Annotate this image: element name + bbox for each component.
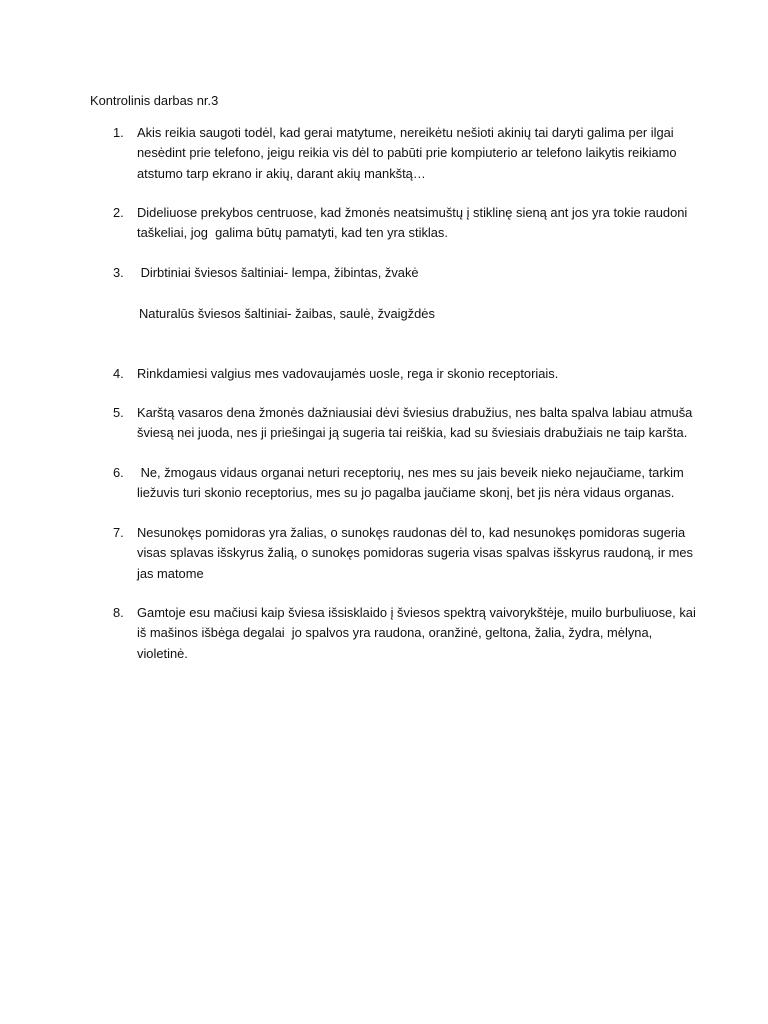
item-text: [137, 123, 677, 184]
item-text-line: jas matome: [137, 565, 204, 581]
item-number: 2.: [113, 205, 124, 220]
item-text-line: Dirbtiniai šviesos šaltiniai- lempa, žibintas, žvakė: [137, 265, 419, 280]
item-text-line: nesėdint prie telefono, jeigu reikia vis dėl to pabūti prie kompiuterio ar telefono laikytis reikiamo: [137, 145, 677, 161]
item-text-line: taškeliai, jog galima būtų pamatyti, kad ten yra stiklas.: [137, 225, 448, 241]
item-text-line: Gamtoje esu mačiusi kaip šviesa išsisklaido į šviesos spektrą vaivorykštėje, muilo burbuliuose, kai: [137, 605, 696, 620]
item-number: 6.: [113, 465, 124, 480]
item-number: 8.: [113, 605, 124, 620]
item-text-line: Dideliuose prekybos centruose, kad žmonės neatsimuštų į stiklinę sieną ant jos yra tokie raudoni: [137, 205, 688, 220]
item-text: [137, 203, 687, 244]
item-text-line: Akis reikia saugoti todėl, kad gerai matytume, nereikėtu nešioti akinių tai daryti galima per ilgai: [137, 125, 674, 140]
item-text: [137, 403, 692, 444]
item-number: 1.: [113, 125, 124, 140]
item-text: [137, 263, 419, 283]
item-text: [137, 364, 558, 384]
document-title: Kontrolinis darbas nr.3: [90, 93, 219, 108]
item-text-line: violetinė.: [137, 645, 188, 661]
item-text-line: Nesunokęs pomidoras yra žalias, o sunokęs raudonas dėl to, kad nesunokęs pomidoras sugeria: [137, 525, 686, 540]
item-text: [137, 603, 696, 664]
item-number: 4.: [113, 366, 124, 381]
item-text-line: Ne, žmogaus vidaus organai neturi receptorių, nes mes su jais beveik nieko nejaučiame, tarkim: [137, 465, 684, 480]
item-text-line: atstumo tarp ekrano ir akių, darant akių mankštą…: [137, 165, 426, 181]
item-text-line: šviesą nei juoda, nes ji priešingai ją sugeria tai reiškia, kad su šviesiais drabužiais ne taip karšta.: [137, 425, 688, 441]
item-text: [137, 523, 693, 584]
item-number: 5.: [113, 405, 124, 420]
item-number: 3.: [113, 265, 124, 280]
item-text-line: Naturalūs šviesos šaltiniai- žaibas, saulė, žvaigždės: [139, 306, 435, 321]
item-text-line: visas splavas išskyrus žalią, o sunokęs pomidoras sugeria visas spalvas išskyrus raudoną, ir mes: [137, 545, 693, 561]
item-text-line: Rinkdamiesi valgius mes vadovaujamės uosle, rega ir skonio receptoriais.: [137, 366, 559, 381]
item-text-line: Karštą vasaros dena žmonės dažniausiai dėvi šviesius drabužius, nes balta spalva labiau atmuša: [137, 405, 693, 420]
item-number: 7.: [113, 525, 124, 540]
item-text-line: iš mašinos išbėga degalai jo spalvos yra raudona, oranžinė, geltona, žalia, žydra, mėlyna,: [137, 625, 653, 641]
item-text: [137, 463, 684, 504]
item-text-line: liežuvis turi skonio receptorius, mes su jo pagalba jaučiame skonį, bet jis nėra vidaus organas.: [137, 485, 675, 501]
